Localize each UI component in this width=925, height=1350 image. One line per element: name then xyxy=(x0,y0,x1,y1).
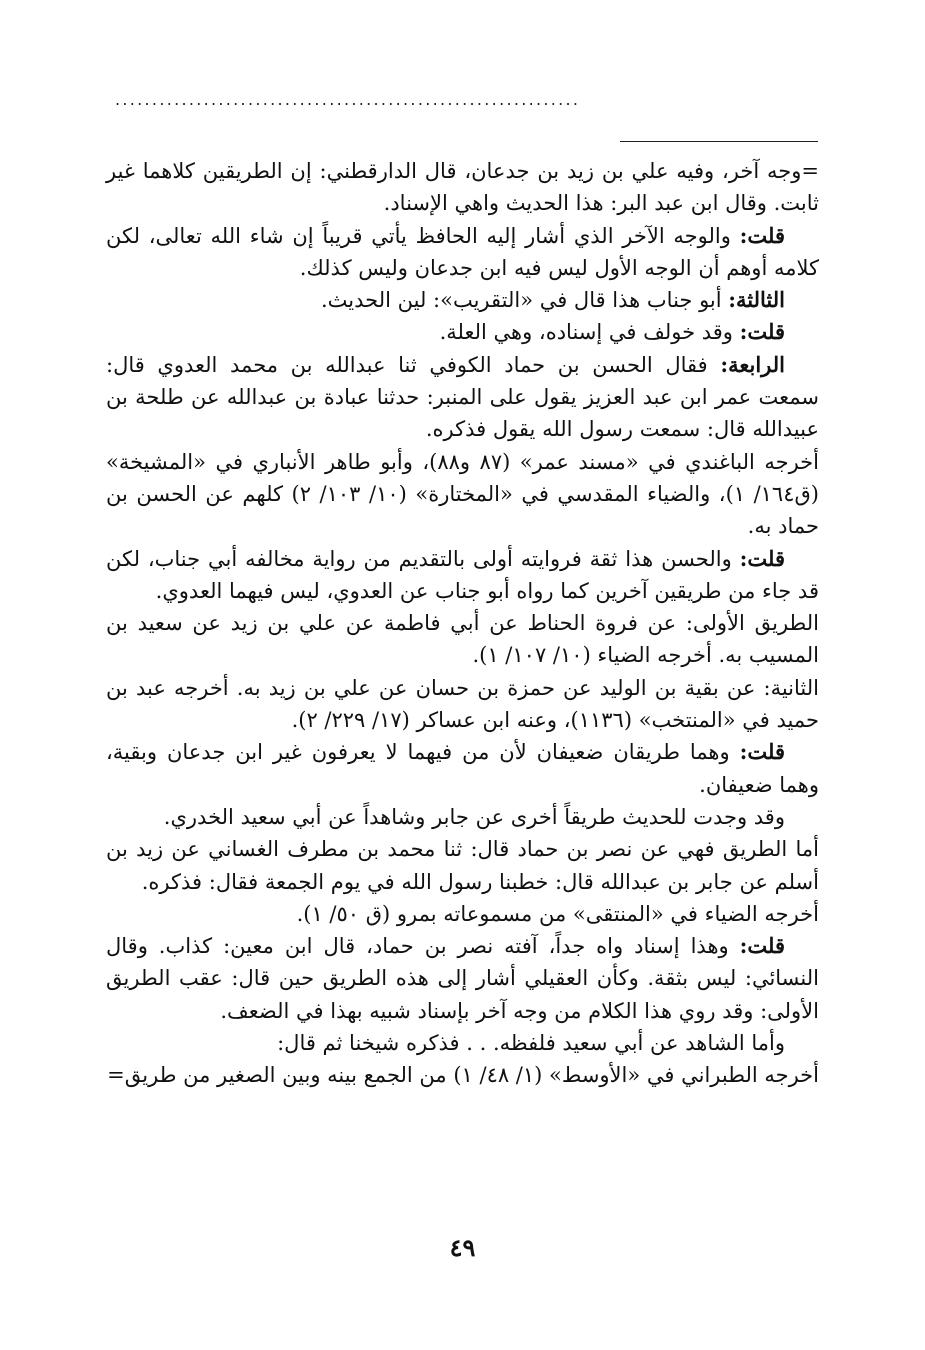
paragraph-7-label: قلت: xyxy=(739,545,785,571)
paragraph-3 xyxy=(106,284,819,316)
paragraph-4 xyxy=(106,316,819,348)
paragraph-3-label: الثالثة: xyxy=(728,287,785,313)
paragraph-10 xyxy=(106,736,819,801)
paragraph-12: أما الطريق فهي عن نصر بن حماد قال: ثنا محمد بن مطرف الغساني عن زيد بن أسلم عن جابر بن عبدالله قال: خطبنا رسول الله في يوم الجمعة فقال: فذكره. xyxy=(106,837,819,894)
paragraph-4-text: وقد خولف في إسناده، وهي العلة. xyxy=(439,320,740,345)
dotted-separator: ............................................................... xyxy=(115,90,581,109)
page-number: ٤٩ xyxy=(449,1233,476,1262)
paragraph-5-label: الرابعة: xyxy=(720,351,785,377)
paragraph-10-text: وهما طريقان ضعيفان لأن من فيهما لا يعرفون غير ابن جدعان وبقية، وهما ضعيفان. xyxy=(106,740,819,797)
paragraph-5-text: فقال الحسن بن حماد الكوفي ثنا عبدالله بن محمد العدوي قال: سمعت عمر ابن عبد العزيز يقول على المنبر: حدثنا عبادة بن عبدالله عن طلحة بن عبيدالله قال: سمعت رسول الله يقول فذكره. xyxy=(106,352,819,442)
paragraph-7-text: والحسن هذا ثقة فروايته أولى بالتقديم من رواية مخالفه أبي جناب، لكن قد جاء من طريقين آخرين كما رواه أبو جناب عن العدوي، ليس فيهما العدوي. xyxy=(106,546,819,603)
paragraph-2 xyxy=(106,220,819,285)
paragraph-5 xyxy=(106,349,819,446)
paragraph-1: =وجه آخر، وفيه علي بن زيد بن جدعان، قال الدارقطني: إن الطريقين كلاهما غير ثابت. وقال ابن عبد البر: هذا الحديث واهي الإسناد. xyxy=(106,159,819,216)
paragraph-7 xyxy=(106,543,819,608)
paragraph-16: أخرجه الطبراني في «الأوسط» (١/ ٤٨/ ١) من الجمع بينه وبين الصغير من طريق= xyxy=(107,1063,819,1088)
paragraph-9: الثانية: عن بقية بن الوليد عن حمزة بن حسان عن علي بن زيد به. أخرجه عبد بن حميد في «المنتخب» (١١٣٦)، وعنه ابن عساكر (١٧/ ٢٢٩/ ٢). xyxy=(106,675,819,733)
paragraph-14-text: وهذا إسناد واه جداً، آفته نصر بن حماد، قال ابن معين: كذاب. وقال النسائي: ليس بثقة. وكأن العقيلي أشار إلى هذه الطريق حين قال: عقب الطريق الأولى: وقد روي هذا الكلام من وجه آخر بإسناد شبيه بهذا في الضعف. xyxy=(106,934,819,1023)
paragraph-2-label: قلت: xyxy=(739,222,785,248)
paragraph-8: الطريق الأولى: عن فروة الحناط عن أبي فاطمة عن علي بن زيد عن سعيد بن المسيب به. أخرجه الضياء (١٠/ ١٠٧/ ١). xyxy=(106,611,819,668)
paragraph-6: أخرجه الباغندي في «مسند عمر» (٨٧ و٨٨)، وأبو طاهر الأنباري في «المشيخة» (ق١٦٤/ ١)، والضياء المقدسي في «المختارة» (١٠/ ١٠٣/ ٢) كلهم عن الحسن بن حماد به. xyxy=(106,449,819,539)
paragraph-14 xyxy=(106,930,819,1027)
paragraph-2-text: والوجه الآخر الذي أشار إليه الحافظ يأتي قريباً إن شاء الله تعالى، لكن كلامه أوهم أن الوجه الأول ليس فيه ابن جدعان وليس كذلك. xyxy=(106,223,819,280)
paragraph-11: وقد وجدت للحديث طريقاً أخرى عن جابر وشاهداً عن أبي سعيد الخدري. xyxy=(163,804,785,829)
footnote-rule xyxy=(620,141,818,142)
paragraph-15: وأما الشاهد عن أبي سعيد فلفظه. . . فذكره شيخنا ثم قال: xyxy=(277,1031,785,1056)
paragraph-10-label: قلت: xyxy=(739,739,785,765)
paragraph-3-text: أبو جناب هذا قال في «التقريب»: لين الحديث. xyxy=(321,288,729,313)
paragraph-4-label: قلت: xyxy=(739,319,785,345)
paragraph-13: أخرجه الضياء في «المنتقى» من مسموعاته بمرو (ق ٥٠/ ١). xyxy=(296,901,819,926)
paragraph-14-label: قلت: xyxy=(739,933,785,959)
footnote-text xyxy=(106,155,819,1092)
